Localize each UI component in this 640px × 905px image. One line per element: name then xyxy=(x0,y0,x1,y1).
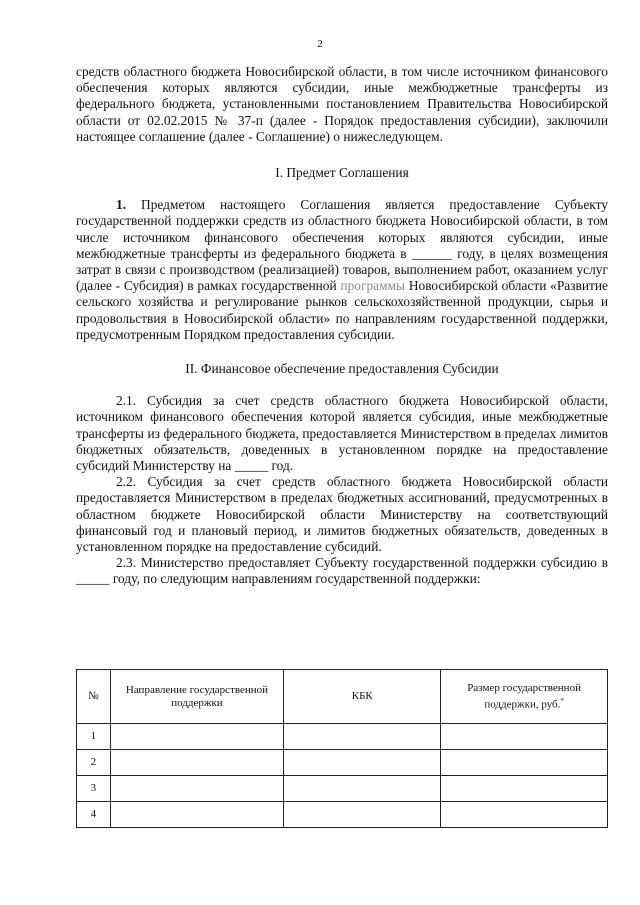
cell-size[interactable] xyxy=(441,750,608,776)
section-2-paragraph-2: 2.2. Субсидия за счет средств областного бюджета Новосибирской области предоставляется Министерством в пределах бюджетных ассигнований, предусмотренных в областном бюджете Новосибирской области Министерству на соответствующий финансовый год и плановый период, и лимитов бюджетных обязательств, доведенных в установленном порядке на предоставление субсидий. xyxy=(76,474,608,555)
cell-direction[interactable] xyxy=(110,724,284,750)
cell-kbk[interactable] xyxy=(284,802,441,828)
row-number: 2 xyxy=(77,750,111,776)
table-row xyxy=(77,724,608,750)
header-direction: Направление государственной поддержки xyxy=(110,670,284,724)
page-number: 2 xyxy=(317,38,323,50)
intro-paragraph: средств областного бюджета Новосибирской области, в том числе источником финансового обеспечения которых являются субсидии, иные межбюджетные трансферты из федерального бюджета, установленными постановлением Правительства Новосибирской области от 02.02.2015 № 37-п (далее - Порядок предоставления субсидии), заключили настоящее соглашение (далее - Соглашение) о нижеследующем. xyxy=(76,64,608,144)
document-body xyxy=(76,64,608,588)
table-header-row xyxy=(77,670,608,724)
section-2-paragraph-3: 2.3. Министерство предоставляет Субъекту государственной поддержки субсидию в _____ году, по следующим направлениям государственной поддержки: xyxy=(76,555,608,587)
table-row xyxy=(77,802,608,828)
row-number: 4 xyxy=(77,802,111,828)
cell-size[interactable] xyxy=(441,724,608,750)
header-size xyxy=(441,670,608,724)
footnote-mark: * xyxy=(560,696,564,705)
cell-size[interactable] xyxy=(441,776,608,802)
cell-kbk[interactable] xyxy=(284,776,441,802)
paragraph-number: 1. xyxy=(116,197,127,213)
section-1-title: I. Предмет Соглашения xyxy=(275,165,409,181)
row-number: 1 xyxy=(77,724,111,750)
section-2-paragraph-1: 2.1. Субсидия за счет средств областного бюджета Новосибирской области, источником финансового обеспечения которой является субсидия, иные межбюджетные трансферты из федерального бюджета, предоставляется Министерством в пределах лимитов бюджетных обязательств, доведенных в установленном порядке на предоставление субсидий Министерству на _____ год. xyxy=(76,393,608,474)
header-size-label: Размер государственной поддержки, руб. xyxy=(467,681,581,711)
section-1-paragraph-1 xyxy=(76,197,608,343)
paragraph-text-start: Предметом настоящего Соглашения является предоставление Субъекту государственной поддержки средств из областного бюджета Новосибирской области, в том числе источником финансового обеспечения которых являются субсидии, иные межбюджетные трансферты из федерального бюджета в ______ году, в целях возмещения затрат в связи с производством (реализацией) товаров, выполнением работ, оказанием услуг (далее - Субсидия) в рамках государственной xyxy=(76,197,608,294)
table-row xyxy=(77,750,608,776)
cell-size[interactable] xyxy=(441,802,608,828)
cell-direction[interactable] xyxy=(110,802,284,828)
cell-direction[interactable] xyxy=(110,776,284,802)
support-directions-table xyxy=(76,669,608,828)
program-link[interactable]: программы xyxy=(340,278,406,294)
header-number: № xyxy=(77,670,111,724)
row-number: 3 xyxy=(77,776,111,802)
paragraph-text-end: Новосибирской области «Развитие сельского хозяйства и регулирование рынков сельскохозяйственной продукции, сырья и продовольствия в Новосибирской области» по направлениям государственной поддержки, предусмотренным Порядком предоставления субсидии. xyxy=(76,278,608,342)
section-2-title: II. Финансовое обеспечение предоставления Субсидии xyxy=(185,361,499,377)
cell-kbk[interactable] xyxy=(284,750,441,776)
cell-direction[interactable] xyxy=(110,750,284,776)
cell-kbk[interactable] xyxy=(284,724,441,750)
header-kbk: КБК xyxy=(284,670,441,724)
table-row xyxy=(77,776,608,802)
